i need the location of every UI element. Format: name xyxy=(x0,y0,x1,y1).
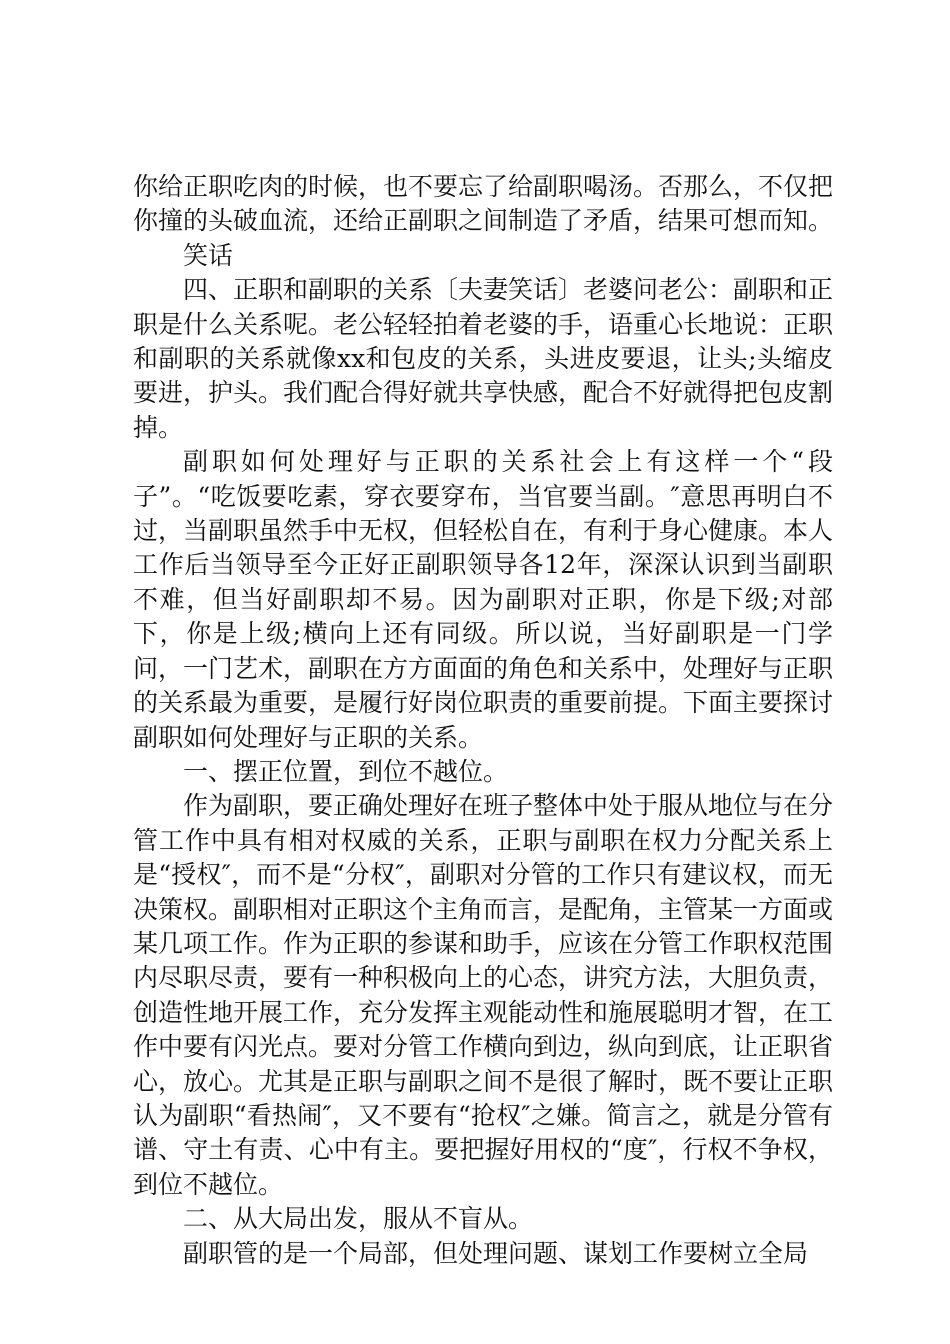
paragraph-section-one-body: 作为副职，要正确处理好在班子整体中处于服从地位与在分管工作中具有相对权威的关系，正职与副职在权力分配关系上是“授权″，而不是“分权″，副职对分管的工作只有建议权，而无决策权。副职相对正职这个主角而言，是配角，主管某一方面或某几项工作。作为正职的参谋和助手，应该在分管工作职权范围内尽职尽责，要有一种积极向上的心态，讲究方法，大胆负责，创造性地开展工作，充分发挥主观能动性和施展聪明才智，在工作中要有闪光点。要对分管工作横向到边，纵向到底，让正职省心，放心。尤其是正职与副职之间不是很了解时，既不要让正职认为副职“看热闹″，又不要有“抢权″之嫌。简言之，就是分管有谱、守土有责、心中有主。要把握好用权的“度″，行权不争权，到位不越位。 xyxy=(133,791,834,1199)
paragraph-section-two-body: 副职管的是一个局部，但处理问题、谋划工作要树立全局 xyxy=(183,1238,809,1268)
paragraph-intro: 副职如何处理好与正职的关系社会上有这样一个“段子”。“吃饭要吃素，穿衣要穿布，当官要当副。″意思再明白不过，当副职虽然手中无权，但轻松自在，有利于身心健康。本人工作后当领导至今正好正副职领导各12年，深深认识到当副职不难，但当好副职却不易。因为副职对正职，你是下级;对部下，你是上级;横向上还有同级。所以说，当好副职是一门学问，一门艺术，副职在方方面面的角色和关系中，处理好与正职的关系最为重要，是履行好岗位职责的重要前提。下面主要探讨副职如何处理好与正职的关系。 xyxy=(133,447,834,752)
paragraph-continuation: 你给正职吃肉的时候，也不要忘了给副职喝汤。否那么，不仅把你撞的头破血流，还给正副职之间制造了矛盾，结果可想而知。 xyxy=(133,172,834,236)
paragraph-section-four: 四、正职和副职的关系〔夫妻笑话〕老婆问老公：副职和正职是什么关系呢。老公轻轻拍着老婆的手，语重心长地说：正职和副职的关系就像xx和包皮的关系，头进皮要退，让头;头缩皮要进，护头。我们配合得好就共享快感，配合不好就得把包皮割掉。 xyxy=(133,275,834,442)
document-body xyxy=(133,170,833,1271)
heading-section-two: 二、从大局出发，服从不盲从。 xyxy=(183,1204,534,1234)
paragraph-joke-heading: 笑话 xyxy=(183,240,234,270)
heading-section-one: 一、摆正位置，到位不越位。 xyxy=(183,756,509,786)
